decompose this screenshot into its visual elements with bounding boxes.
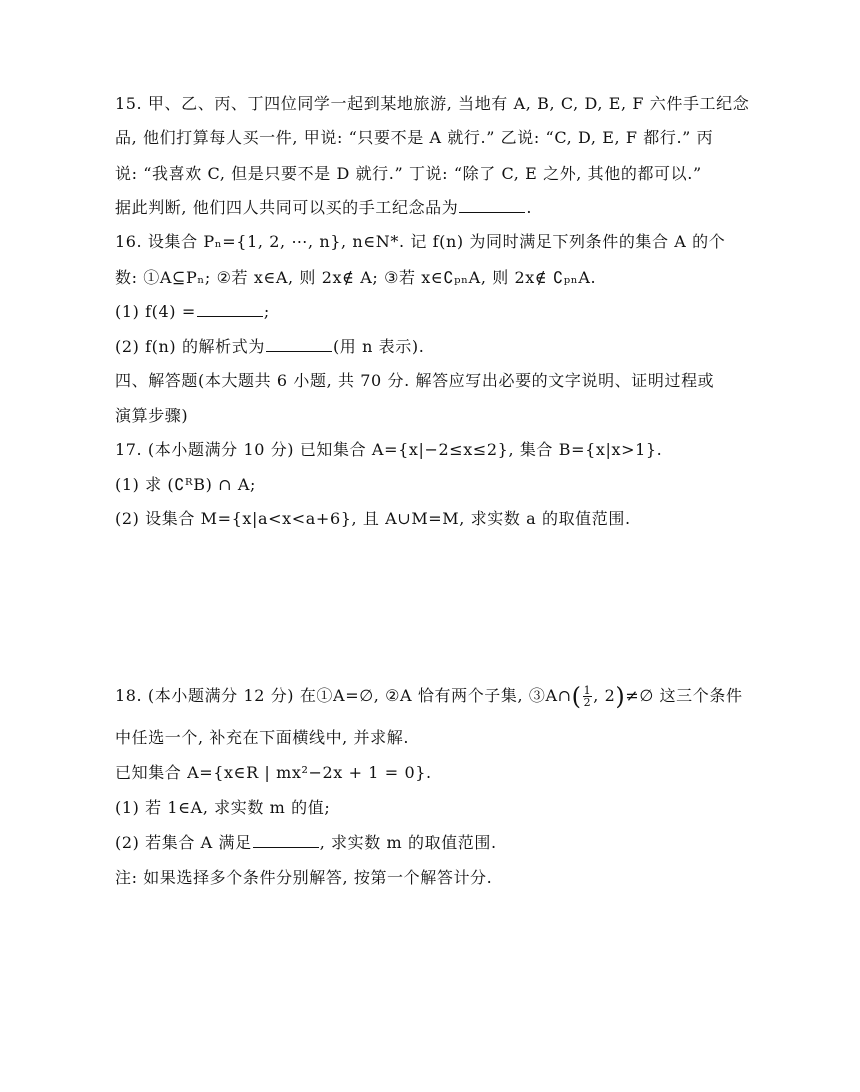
q15-line-3: 说: “我喜欢 C, 但是只要不是 D 就行.” 丁说: “除了 C, E 之外, 其他的都可以.” — [115, 164, 702, 183]
q18-part-2 — [115, 832, 497, 854]
q16-part-1-end: ; — [263, 302, 270, 321]
q16-part-1-text: (1) f(4) = — [115, 302, 196, 321]
q15-line-2: 品, 他们打算每人买一件, 甲说: “只要不是 A 就行.” 乙说: “C, D, E, F 都行.” 丙 — [115, 128, 714, 147]
q16-part-1 — [115, 301, 270, 323]
fraction-numerator: 1 — [583, 684, 592, 697]
q15-line-4-end: . — [526, 198, 533, 217]
q18-line-3: 已知集合 A={x∈R | mx²−2x + 1 = 0}. — [115, 763, 432, 782]
q17-part-2: (2) 设集合 M={x|a<x<a+6}, 且 A∪M=M, 求实数 a 的取值范围. — [115, 509, 631, 528]
q18-line-1 — [115, 682, 743, 711]
q18-note: 注: 如果选择多个条件分别解答, 按第一个解答计分. — [115, 868, 493, 887]
q16-part-1-blank — [197, 301, 263, 317]
q18-line-1-c: ≠∅ 这三个条件 — [625, 686, 743, 705]
q18-line-1-b: , 2 — [593, 686, 616, 705]
q16-part-2-end: (用 n 表示). — [332, 337, 425, 356]
q16-part-2 — [115, 336, 424, 358]
q18-answer-blank — [253, 832, 319, 848]
close-paren: ) — [615, 682, 626, 711]
q18-part-2-end: , 求实数 m 的取值范围. — [319, 833, 497, 852]
q18-line-1-a: 18. (本小题满分 12 分) 在①A=∅, ②A 恰有两个子集, ③A∩ — [115, 686, 572, 705]
q16-part-2-blank — [266, 336, 332, 352]
q18-part-2-text: (2) 若集合 A 满足 — [115, 833, 252, 852]
fraction-one-half — [583, 685, 593, 708]
q16-part-2-text: (2) f(n) 的解析式为 — [115, 337, 265, 356]
q18-part-1: (1) 若 1∈A, 求实数 m 的值; — [115, 798, 331, 817]
q17-part-1: (1) 求 (∁ᴿB) ∩ A; — [115, 475, 256, 494]
section-4-heading-line-1: 四、解答题(本大题共 6 小题, 共 70 分. 解答应写出必要的文字说明、证明过程或 — [115, 371, 715, 390]
q16-line-2: 数: ①A⊆Pₙ; ②若 x∈A, 则 2x∉ A; ③若 x∈∁ₚₙA, 则 2x∉ ∁ₚₙA. — [115, 268, 597, 287]
q17-line-1: 17. (本小题满分 10 分) 已知集合 A={x|−2≤x≤2}, 集合 B={x|x>1}. — [115, 440, 663, 459]
q15-line-4-text: 据此判断, 他们四人共同可以买的手工纪念品为 — [115, 198, 459, 217]
open-paren: ( — [571, 682, 582, 711]
fraction-denominator: 2 — [583, 696, 592, 709]
q16-line-1: 16. 设集合 Pₙ={1, 2, ⋯, n}, n∈N*. 记 f(n) 为同时满足下列条件的集合 A 的个 — [115, 232, 726, 251]
q18-line-2: 中任选一个, 补充在下面横线中, 并求解. — [115, 728, 410, 747]
q15-answer-blank — [459, 197, 525, 213]
q15-line-4 — [115, 197, 532, 219]
section-4-heading-line-2: 演算步骤) — [115, 406, 189, 425]
q15-line-1: 15. 甲、乙、丙、丁四位同学一起到某地旅游, 当地有 A, B, C, D, E, F 六件手工纪念 — [115, 94, 750, 113]
